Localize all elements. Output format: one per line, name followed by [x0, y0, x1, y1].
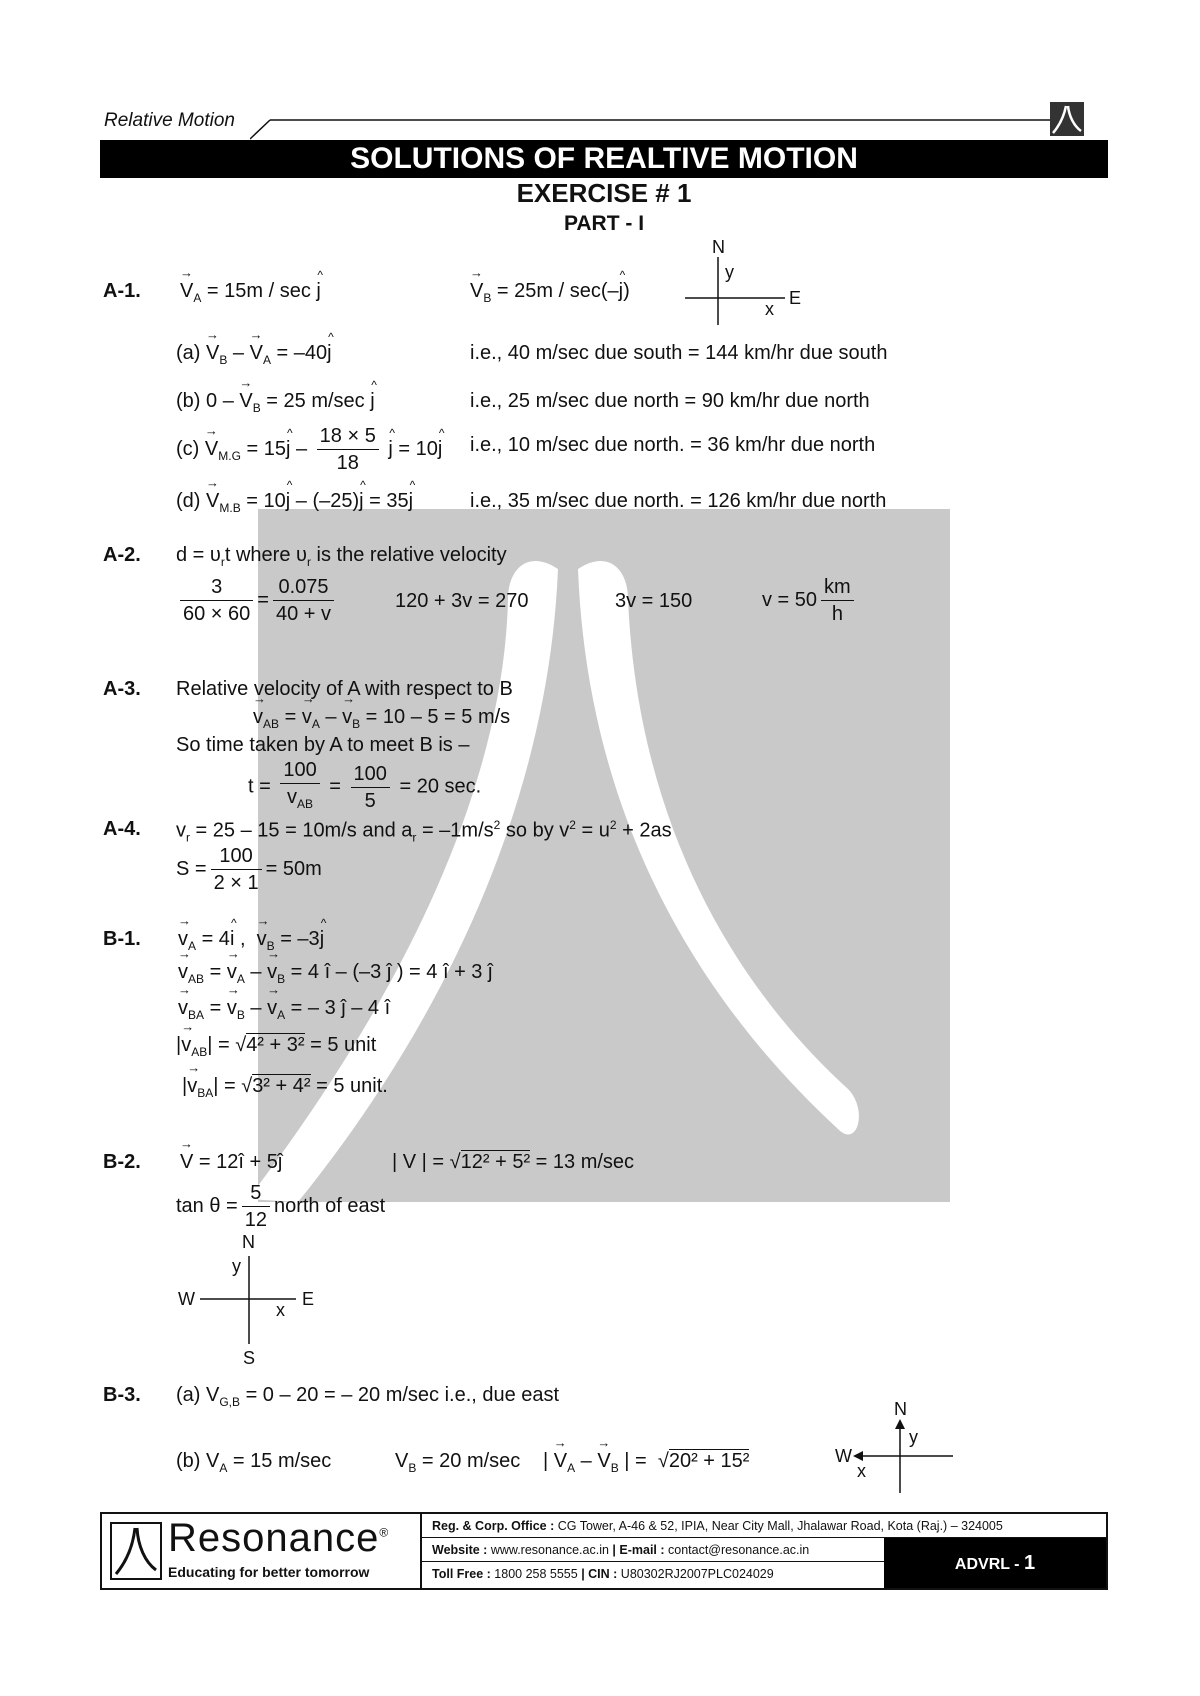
page-title: SOLUTIONS OF REALTIVE MOTION [100, 140, 1108, 178]
b2-v: → V = 12î + 5ĵ [180, 1151, 282, 1174]
b3-a-line: (a) $V_{G,B} = 0 - 20$ = – 20 m/sec i.e., due east [176, 1384, 560, 1409]
a2-label: A-2. [103, 544, 141, 566]
a2-eq4: v = 50 $\frac{km}{h}$ [762, 574, 858, 627]
part-heading: PART - I [563, 212, 645, 235]
resonance-logo [102, 1514, 422, 1588]
b2-mag: | V | = √12² + 5² = 13 m/sec [392, 1151, 635, 1173]
footer [100, 1512, 1108, 1590]
a1-c-text: i.e., 10 m/sec due north. = 36 km/hr due north [470, 434, 876, 456]
footer-office: Reg. & Corp. Office : CG Tower, A-46 & 52, IPIA, Near City Mall, Jhalawar Road, Kota (Raj.) – 324005 [422, 1514, 1106, 1538]
header-rule [250, 110, 1110, 140]
compass-n: N [712, 237, 725, 257]
b1-line2: → $v_{AB}$ = → $v_A$ – → $v_B = 4$ î – (–3 ĵ ) = 4 î + 3 ĵ [178, 961, 492, 986]
a1-b-eq: (b) 0 – → $V_B = 25$ m/sec ^ j [176, 390, 375, 415]
a1-va: → $V_A = 15m / \sec$ ^ j [180, 280, 321, 305]
chapter-title: Relative Motion [104, 110, 235, 131]
resonance-small-logo-icon [1050, 102, 1084, 136]
page-number: ADVRL - 1 [884, 1538, 1106, 1588]
b1-line5: |→ $v_{BA}| = √3^2 + 4^2 = 5$ unit. [182, 1075, 388, 1100]
a2-eq2: 120 + 3v = 270 [395, 590, 529, 612]
a1-vb: → $V_B = 25m$ / sec(–^ j) [470, 280, 630, 305]
b1-label: B-1. [103, 928, 141, 950]
a2-line1: $d = \upsilon_rt$ where $\upsilon_r$ is the relative velocity [176, 544, 507, 569]
b3-vb: $V_B = 20$ m/sec [395, 1450, 521, 1475]
a1-a-text: i.e., 40 m/sec due south = 144 km/hr due south [470, 342, 888, 364]
b3-label: B-3. [103, 1384, 141, 1406]
va-symbol: → V [180, 280, 193, 303]
a1-c-eq: $(c) \to V_{M.G}$ = 15^ j – $\frac{18 \times 5}{18}$ ^ j = 10^ j [176, 423, 442, 476]
compass-diagram [685, 237, 805, 327]
a1-b-text: i.e., 25 m/sec due north = 90 km/hr due north [470, 390, 870, 412]
b2-label: B-2. [103, 1151, 141, 1173]
compass-e: E [789, 288, 802, 308]
brand-name: Resonance® [168, 1516, 390, 1560]
website-link[interactable]: www.resonance.ac.in [487, 1543, 613, 1557]
a1-label: A-1. [103, 280, 141, 302]
b2-tan: tan θ = $\frac{5}{12}$ north of east [176, 1182, 386, 1231]
compass-diagram-3: N y W x [835, 1399, 918, 1481]
brand-tagline: Educating for better tomorrow [168, 1564, 370, 1580]
b3-diff: | → $V_A$ – → $V_B$ | = √20² + 15² [543, 1450, 749, 1475]
a4-s-eq: S = $\frac{100}{2 \times 1}$ = 50m [176, 845, 322, 894]
compass-diagram-2: N y W x E S [178, 1232, 315, 1368]
a1-a-eq: $(a) \to V_B$ – → $V_A$ = –40^ j [176, 342, 332, 367]
compass-y: y [725, 262, 734, 282]
exercise-heading: EXERCISE # 1 [516, 178, 692, 208]
a3-line1: Relative velocity of A with respect to B [176, 678, 513, 700]
compass-x: x [765, 299, 774, 319]
a3-label: A-3. [103, 678, 141, 700]
a3-line3: So time taken by A to meet B is – [176, 734, 470, 756]
a1-d-text: i.e., 35 m/sec due north. = 126 km/hr due north [470, 490, 887, 512]
a2-eq3: 3v = 150 [615, 590, 693, 612]
footer-web: Website : www.resonance.ac.in | E-mail : contact@resonance.ac.in [422, 1538, 884, 1562]
b1-line1: → $v_A$ = 4^ i , → $v_B$ = –3^ j [178, 928, 324, 953]
footer-toll: Toll Free : 1800 258 5555 | CIN : U80302RJ2007PLC024029 [432, 1567, 774, 1581]
a3-line2: → $v_{AB}$ = → $v_A$ – → $v_B = 10 - 5 = 5$ m/s [253, 706, 510, 731]
b3-b-line: (b) $V_A = 15$ m/sec [176, 1450, 332, 1475]
a1-d-eq: $(d) \to V_{M.B}$ = 10^ j – (–25)^ j = 35^ j [176, 490, 413, 515]
b1-line3: → $v_{BA}$ = → $v_B$ – → $v_A$ = – 3 ĵ – 4 î [178, 997, 390, 1022]
email-link[interactable]: contact@resonance.ac.in [664, 1543, 810, 1557]
resonance-logo-icon [110, 1522, 162, 1580]
b1-line4: |→ $v_{AB}| = √4^2 + 3^2 = 5$ unit [176, 1034, 376, 1059]
a4-label: A-4. [103, 818, 141, 840]
a3-time-eq: t = $\frac{100}{v_{AB}}$ = $\frac{100}{5}$ = 20 sec. [248, 759, 482, 812]
a4-line1: $v_r = 25 - 15 = 10m/s$ and $a_r = -1m/s^2$ so by $v^2 = u^2 + 2as$ [176, 818, 672, 845]
a2-equation: $\frac{3}{60 \times 60}$ = $\frac{0.075}{40 + v}$ [176, 574, 338, 627]
